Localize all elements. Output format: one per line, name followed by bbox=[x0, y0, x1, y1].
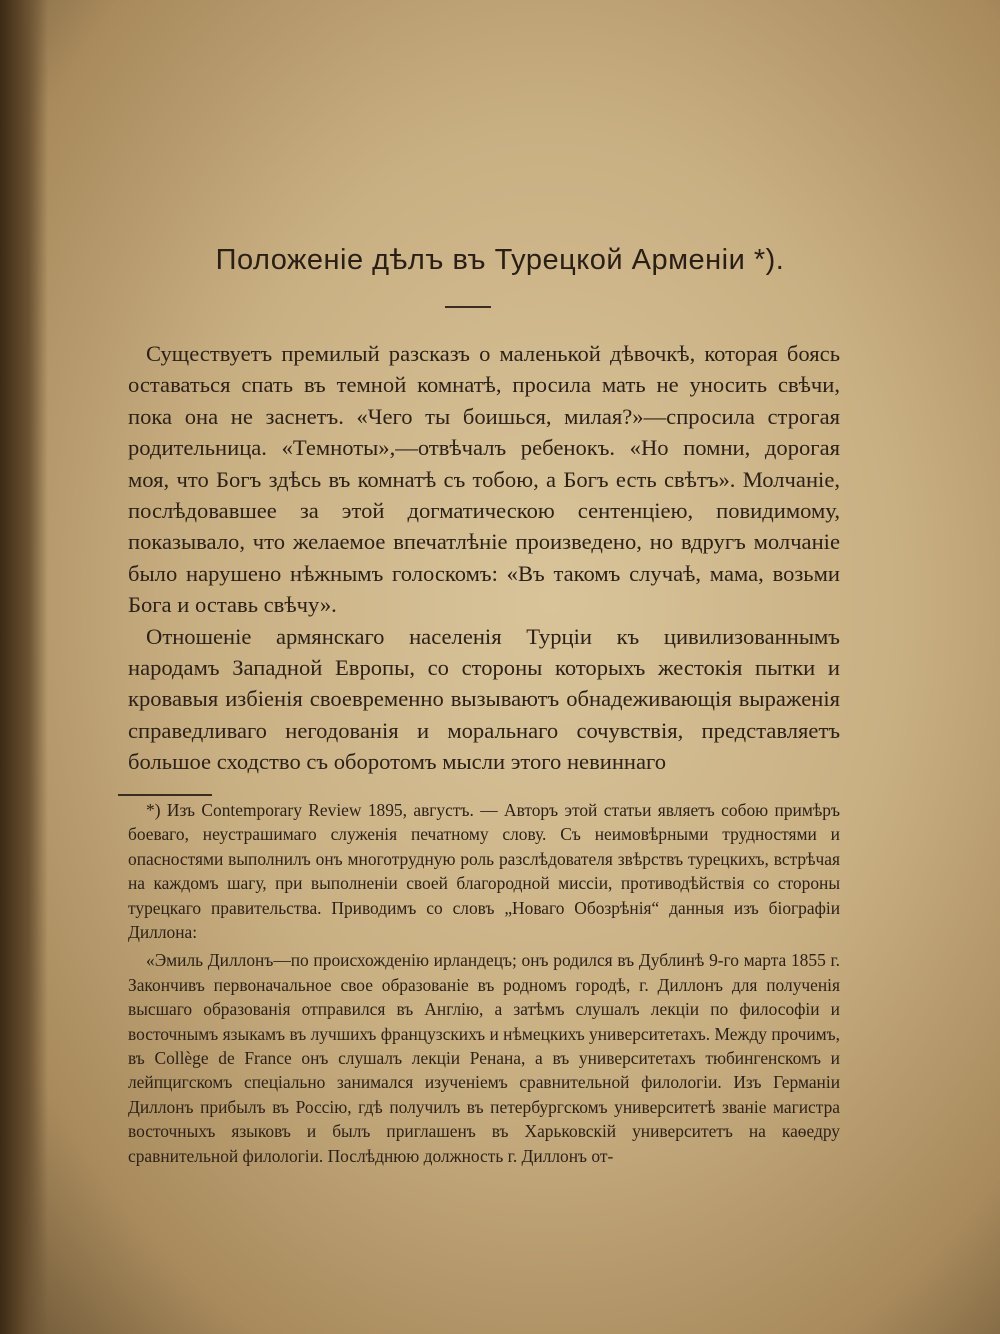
footnote-paragraph: «Эмиль Диллонъ—по происхожденію ирландецъ; онъ родился въ Дублинѣ 9-го марта 1855 г. Закончивъ первоначальное свое образованіе въ родномъ городѣ, г. Диллонъ для полученія высшаго образованія отправился въ Англію, а затѣмъ слушалъ лекціи по философіи и восточнымъ языкамъ въ лучшихъ французскихъ и нѣмецкихъ университетахъ. Между прочимъ, въ Collège de France онъ слушалъ лекціи Ренана, а въ университетахъ тюбингенскомъ и лейпцигскомъ спеціально занимался изученіемъ сравнительной филологіи. Изъ Германіи Диллонъ прибылъ въ Россію, гдѣ получилъ въ петербургскомъ университетѣ званіе магистра восточныхъ языковъ и былъ приглашенъ въ Харьковскій университетъ на каѳедру сравнительной филологіи. Послѣднюю должность г. Диллонъ от- bbox=[128, 950, 840, 1166]
footnotes bbox=[128, 798, 840, 1168]
title-divider bbox=[445, 306, 491, 308]
body-paragraph: Отношеніе армянскаго населенія Турціи къ цивилизованнымъ народамъ Западной Европы, со стороны которыхъ жестокія пытки и кровавыя избіенія своевременно вызываютъ обнадеживающія выраженія справедливаго негодованія и моральнаго сочувствія, представляетъ большое сходство съ оборотомъ мысли этого невиннаго bbox=[128, 623, 840, 775]
article-body bbox=[128, 338, 840, 778]
body-paragraph: Существуетъ премилый разсказъ о маленькой дѣвочкѣ, которая боясь оставаться спать въ темной комнатѣ, просила мать не уносить свѣчи, пока она не заснетъ. «Чего ты боишься, милая?»—спросила строгая родительница. «Темноты»,—отвѣчалъ ребенокъ. «Но помни, дорогая моя, что Богъ здѣсь въ комнатѣ съ тобою, а Богъ есть свѣтъ». Молчаніе, послѣдовавшее за этой догматическою сентенціею, повидимому, показывало, что желаемое впечатлѣніе произведено, но вдругъ молчаніе было нарушено нѣжнымъ голоскомъ: «Въ такомъ случаѣ, мама, возьми Бога и оставь свѣчу». bbox=[128, 341, 840, 618]
article-title: Положеніе дѣлъ въ Турецкой Арменіи *). bbox=[215, 244, 785, 276]
footnote-paragraph: *) Изъ Contemporary Review 1895, августъ. — Авторъ этой статьи являетъ собою примѣръ боеваго, неустрашимаго служенія печатному слову. Съ неимовѣрными трудностями и опасностями выполнилъ онъ многотрудную роль разслѣдователя звѣрствъ турецкихъ, встрѣчая на каждомъ шагу, при выполненіи своей благородной миссіи, противодѣйствія со стороны турецкаго правительства. Приводимъ со словъ „Новаго Обозрѣнія“ данныя изъ біографіи Диллона: bbox=[128, 800, 840, 943]
footnote-divider bbox=[118, 794, 212, 796]
book-spine-shadow bbox=[0, 0, 48, 1334]
